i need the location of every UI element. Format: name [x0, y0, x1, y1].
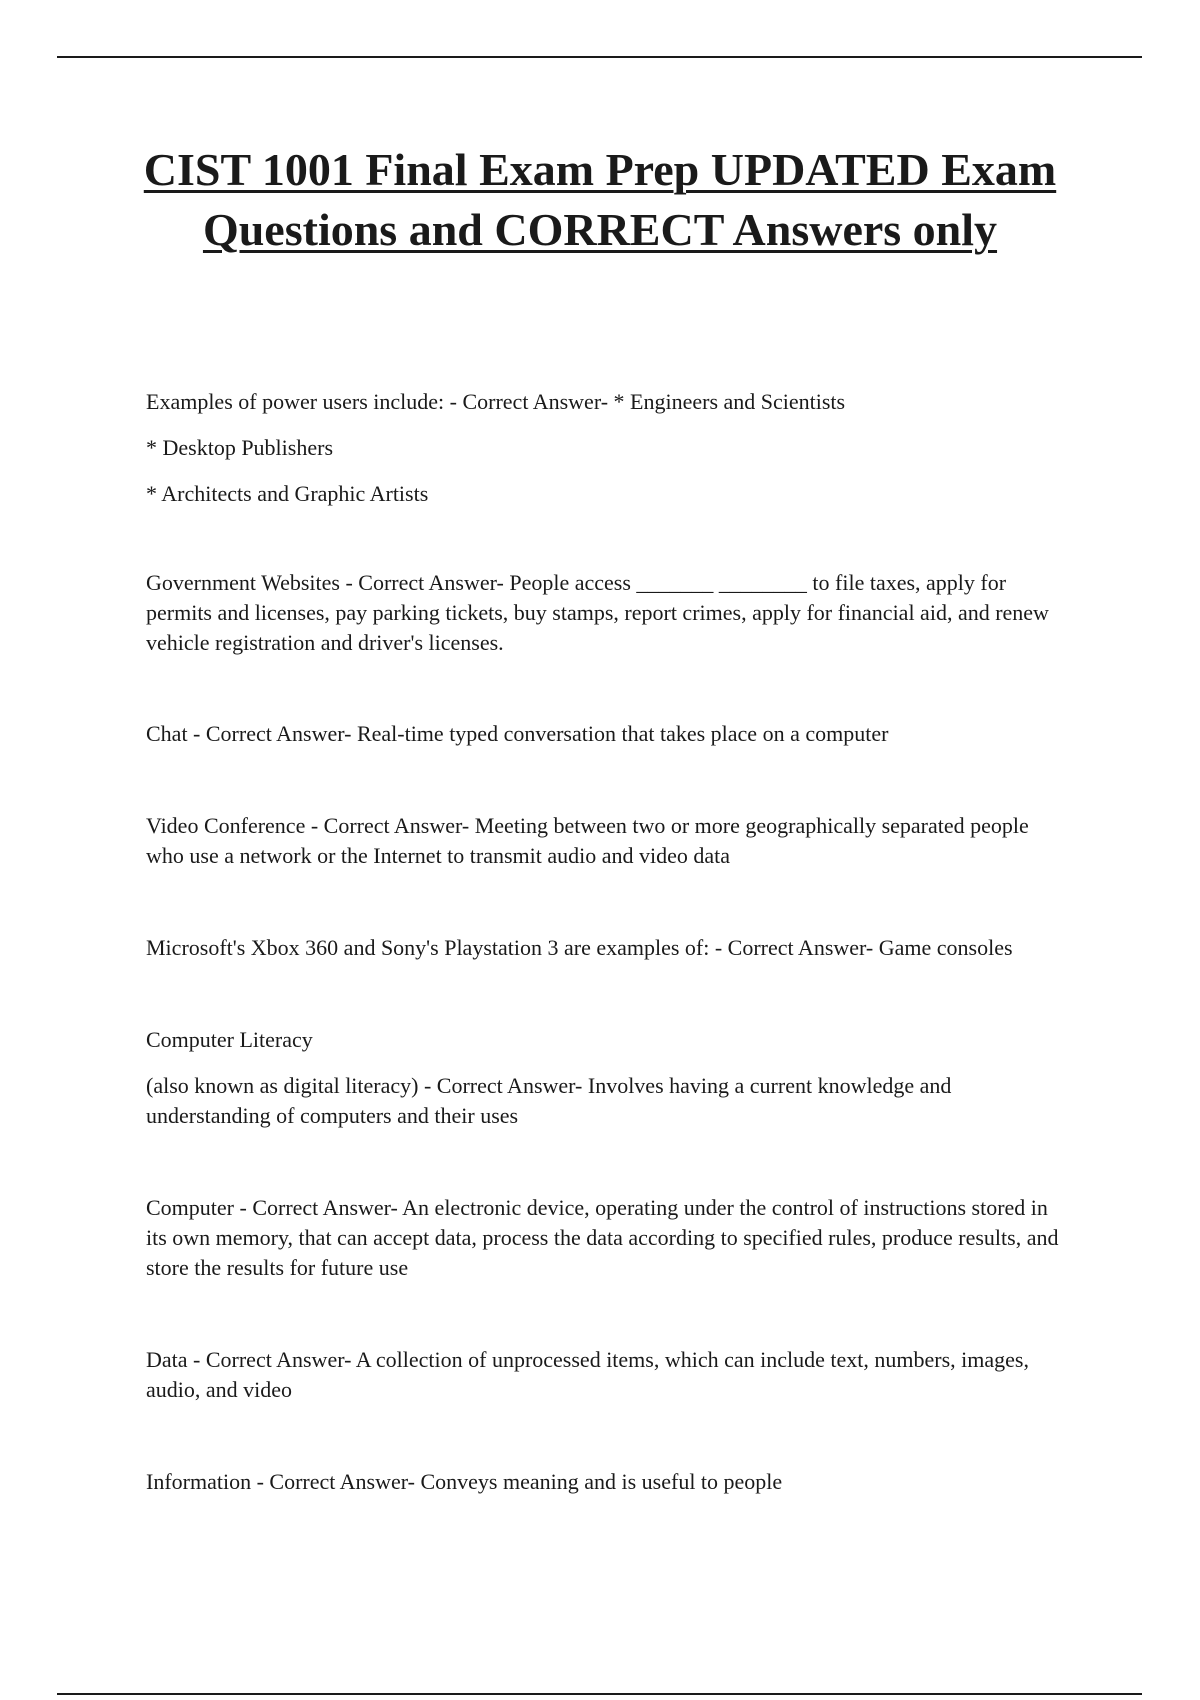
qa-entry-computer-literacy	[146, 1025, 1066, 1131]
header-rule	[57, 56, 1142, 58]
qa-entry-video-conference	[146, 811, 1066, 871]
qa-entry-game-consoles	[146, 933, 1066, 963]
qa-entry-information	[146, 1467, 1066, 1497]
qa-entry-chat	[146, 719, 1066, 749]
qa-text: Examples of power users include: - Correct Answer- * Engineers and Scientists	[146, 389, 846, 414]
qa-entry-computer	[146, 1193, 1066, 1283]
qa-text: Chat - Correct Answer- Real-time typed conversation that takes place on a computer	[146, 721, 889, 746]
document-body	[146, 387, 1066, 1497]
qa-text: (also known as digital literacy) - Correct Answer- Involves having a current knowledge and understanding of computers and their uses	[146, 1073, 952, 1128]
qa-entry-government-websites	[146, 568, 1066, 658]
qa-text: * Desktop Publishers	[146, 435, 333, 460]
qa-text: Data - Correct Answer- A collection of unprocessed items, which can include text, numbers, images, audio, and video	[146, 1347, 1029, 1402]
qa-entry-data	[146, 1345, 1066, 1405]
qa-text: Information - Correct Answer- Conveys meaning and is useful to people	[146, 1469, 783, 1494]
document-title: CIST 1001 Final Exam Prep UPDATED Exam Questions and CORRECT Answers only	[143, 144, 1057, 255]
qa-text: Video Conference - Correct Answer- Meeting between two or more geographically separated people who use a network or the Internet to transmit audio and video data	[146, 813, 1029, 868]
qa-text: Microsoft's Xbox 360 and Sony's Playstation 3 are examples of: - Correct Answer- Game consoles	[146, 935, 1013, 960]
qa-text: Government Websites - Correct Answer- People access _______ ________ to file taxes, apply for permits and licenses, pay parking tickets, buy stamps, report crimes, apply for financial aid, and renew vehicle registration and driver's licenses.	[146, 570, 1049, 655]
qa-text: * Architects and Graphic Artists	[146, 481, 429, 506]
qa-text: Computer Literacy	[146, 1027, 313, 1052]
qa-entry-power-users	[146, 387, 1066, 509]
footer-rule	[57, 1693, 1142, 1695]
qa-text: Computer - Correct Answer- An electronic device, operating under the control of instructions stored in its own memory, that can accept data, process the data according to specified rules, produce results, and store the results for future use	[146, 1195, 1059, 1280]
